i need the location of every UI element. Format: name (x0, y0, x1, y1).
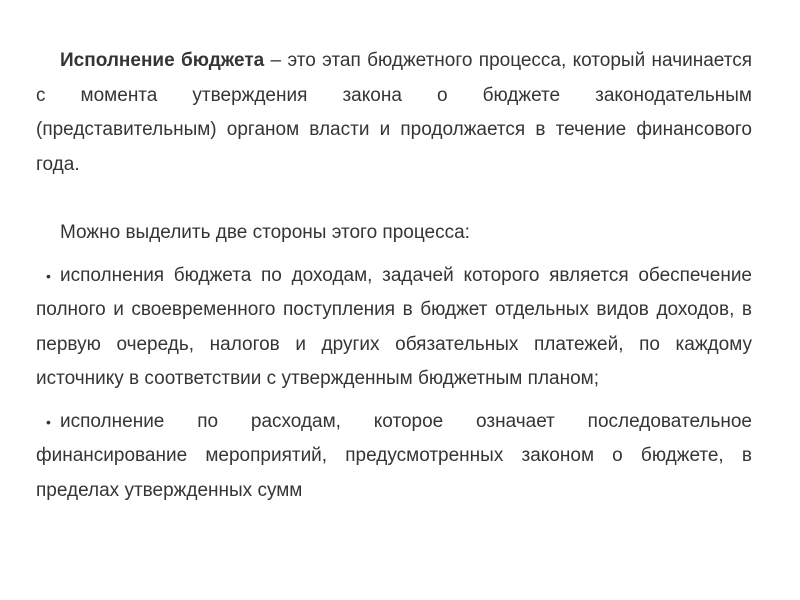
bullet-icon: • (46, 413, 51, 430)
definition-term: Исполнение бюджета (60, 50, 265, 71)
intro-text: Можно выделить две стороны этого процесса: (60, 222, 470, 243)
slide-content (36, 44, 752, 516)
list-item-text: исполнения бюджета по доходам, задачей которого является обеспечение полного и своевременного поступления в бюджет отдельных видов доходов, в первую очередь, налогов и других обязательных платежей, по каждому источнику в соответствии с утвержденным бюджетным планом; (36, 264, 752, 389)
bullet-list (36, 259, 752, 509)
list-item (36, 405, 752, 509)
list-item (36, 259, 752, 397)
definition-paragraph (36, 44, 752, 182)
definition-text: – это этап бюджетного процесса, который начинается с момента утверждения закона о бюджете законодательным (представительным) органом власти и продолжается в течение финансового года. (36, 50, 752, 175)
bullet-icon: • (46, 267, 51, 284)
list-item-text: исполнение по расходам, которое означает последовательное финансирование мероприятий, предусмотренных законом о бюджете, в пределах утвержденных сумм (36, 410, 752, 501)
